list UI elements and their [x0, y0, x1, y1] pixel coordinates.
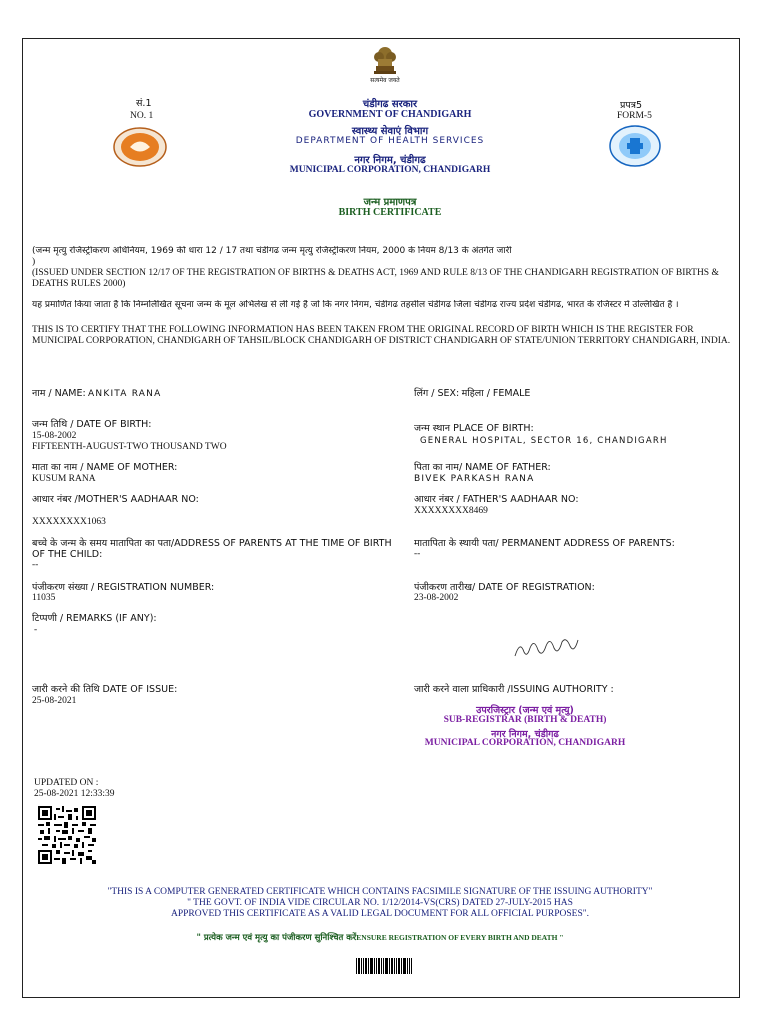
certificate-title-hi: जन्म प्रमाणपत्र [363, 197, 417, 208]
govt-title-hi: चंडीगढ सरकार [362, 99, 418, 110]
sex-label: लिंग / SEX: [414, 388, 460, 399]
right-form-hi: प्रपत्र5 [620, 100, 643, 111]
father-aadhaar-value: XXXXXXXX8469 [414, 506, 488, 516]
slogan-hi: " प्रत्येक जन्म एवं मृत्यु का पंजीकरण सुनिश्चित करें [196, 933, 357, 943]
lion-capital-icon [370, 44, 400, 76]
sex-field [414, 388, 530, 400]
dob-label: जन्म तिथि / DATE OF BIRTH: [32, 419, 152, 430]
authority-corp-en: MUNICIPAL CORPORATION, CHANDIGARH [424, 738, 626, 748]
pob-value: GENERAL HOSPITAL, SECTOR 16, CHANDIGARH [420, 436, 668, 446]
certificate-title-en: BIRTH CERTIFICATE [338, 207, 442, 218]
permanent-address-value: -- [414, 549, 421, 559]
remarks-label: टिप्पणी / REMARKS (IF ANY): [32, 613, 157, 624]
issue-date-label: जारी करने की तिथि DATE OF ISSUE: [32, 684, 178, 695]
authority-title-hi: उपरजिस्ट्रार (जन्म एवं मृत्यु) [476, 705, 574, 716]
left-number-en: NO. 1 [130, 111, 154, 121]
barcode-icon [356, 958, 412, 974]
certify-hi: यह प्रमाणित किया जाता है कि निम्नलिखित सूचना जन्म के मूल अभिलेख से ली गई है जो कि नगर निगम, चंडीगढ तहसील चंडीगढ जिला चंडीगढ राज्य प्रदेश चंडीगढ, भारत के रजिस्टर में उल्लिखित है । [32, 300, 679, 310]
mother-value: KUSUM RANA [32, 474, 96, 484]
corp-title-en: MUNICIPAL CORPORATION, CHANDIGARH [289, 165, 491, 175]
corp-title-hi: नगर निगम, चंडीगढ [354, 155, 426, 166]
registration-date-value: 23-08-2002 [414, 593, 459, 603]
father-aadhaar-label: आधार नंबर / FATHER'S AADHAAR NO: [414, 494, 579, 505]
qr-code-icon [38, 806, 96, 864]
father-label: पिता का नाम/ NAME OF FATHER: [414, 462, 551, 473]
certificate-border [22, 38, 740, 998]
slogan [60, 932, 700, 944]
sex-value: महिला / FEMALE [461, 388, 531, 399]
footer-line-2: " THE GOVT. OF INDIA VIDE CIRCULAR NO. 1/12/2014-VS(CRS) DATED 27-JULY-2015 HAS [187, 898, 573, 908]
authority-title-en: SUB-REGISTRAR (BIRTH & DEATH) [443, 715, 607, 725]
authority-corp-hi: नगर निगम, चंडीगढ [491, 729, 559, 740]
address-at-birth-label: बच्चे के जन्म के समय मातापिता का पता/ADDRESS OF PARENTS AT THE TIME OF BIRTH OF THE CHILD: [32, 538, 392, 560]
health-department-seal-icon [608, 124, 662, 168]
updated-label: UPDATED ON : [34, 778, 99, 788]
barcode [356, 958, 412, 974]
footer-line-1: "THIS IS A COMPUTER GENERATED CERTIFICATE WHICH CONTAINS FACSIMILE SIGNATURE OF THE ISSUING AUTHORITY" [107, 887, 653, 897]
address-at-birth-value: -- [32, 560, 39, 570]
issued-under-hi: (जन्म मृत्यु रजिस्ट्रीकरण अधिनियम, 1969 की धारा 12 / 17 तथा चंडीगढ जन्म मृत्यु रजिस्ट्रीकरण नियम, 2000 के नियम 8/13 के अंतर्गत जारी [32, 246, 512, 256]
emblem-motto: सत्यमेव जयते [370, 77, 400, 84]
name-field [32, 388, 161, 400]
signature-icon [512, 632, 582, 664]
permanent-address-label: मातापिता के स्थायी पता/ PERMANENT ADDRESS OF PARENTS: [414, 538, 675, 549]
left-number-hi: सं.1 [136, 98, 152, 109]
name-value: ANKITA RANA [88, 389, 162, 399]
left-seal [112, 126, 168, 168]
issued-under-en: (ISSUED UNDER SECTION 12/17 OF THE REGISTRATION OF BIRTHS & DEATHS ACT, 1969 AND RULE 8/13 OF THE CHANDIGARH REGISTRATION OF BIRTHS & DEATHS RULES 2000) [32, 268, 719, 289]
remarks-value: - [34, 625, 38, 635]
facsimile-signature [512, 632, 582, 664]
govt-title-en: GOVERNMENT OF CHANDIGARH [308, 109, 472, 120]
dob-value: 15-08-2002 [32, 431, 77, 441]
pob-label: जन्म स्थान PLACE OF BIRTH: [414, 423, 534, 434]
issuing-authority-label: जारी करने वाला प्राधिकारी /ISSUING AUTHORITY : [414, 684, 614, 695]
issue-date-value: 25-08-2021 [32, 696, 77, 706]
registration-number-label: पंजीकरण संख्या / REGISTRATION NUMBER: [32, 582, 215, 593]
certify-en: THIS IS TO CERTIFY THAT THE FOLLOWING INFORMATION HAS BEEN TAKEN FROM THE ORIGINAL RECORD OF BIRTH WHICH IS THE REGISTER FOR MUNICIPAL CORPORATION, CHANDIGARH OF TAHSIL/BLOCK CHANDIGARH OF DISTRICT CHANDIGARH OF STATE/UNION TERRITORY CHANDIGARH, INDIA. [32, 325, 731, 346]
municipal-seal-icon [112, 126, 168, 168]
mother-label: माता का नाम / NAME OF MOTHER: [32, 462, 178, 473]
dept-title-en: DEPARTMENT OF HEALTH SERVICES [295, 136, 485, 146]
qr-code[interactable] [38, 806, 96, 864]
issued-under-hi-end: ) [32, 257, 36, 267]
dept-title-hi: स्वास्थ्य सेवाएं विभाग [351, 126, 429, 137]
father-value: BIVEK PARKASH RANA [414, 474, 535, 484]
right-form-en: FORM-5 [617, 111, 652, 121]
footer-line-3: APPROVED THIS CERTIFICATE AS A VALID LEGAL DOCUMENT FOR ALL OFFICIAL PURPOSES". [170, 909, 590, 919]
registration-number-value: 11035 [32, 593, 56, 603]
national-emblem [370, 44, 400, 76]
right-seal [608, 124, 662, 168]
mother-aadhaar-label: आधार नंबर /MOTHER'S AADHAAR NO: [32, 494, 199, 505]
updated-value: 25-08-2021 12:33:39 [34, 789, 115, 799]
registration-date-label: पंजीकरण तारीख/ DATE OF REGISTRATION: [414, 582, 595, 593]
name-label: नाम / NAME: [32, 388, 86, 399]
slogan-en: ENSURE REGISTRATION OF EVERY BIRTH AND DEATH " [356, 933, 564, 942]
dob-words: FIFTEENTH-AUGUST-TWO THOUSAND TWO [32, 442, 227, 452]
mother-aadhaar-value: XXXXXXXX1063 [32, 517, 106, 527]
